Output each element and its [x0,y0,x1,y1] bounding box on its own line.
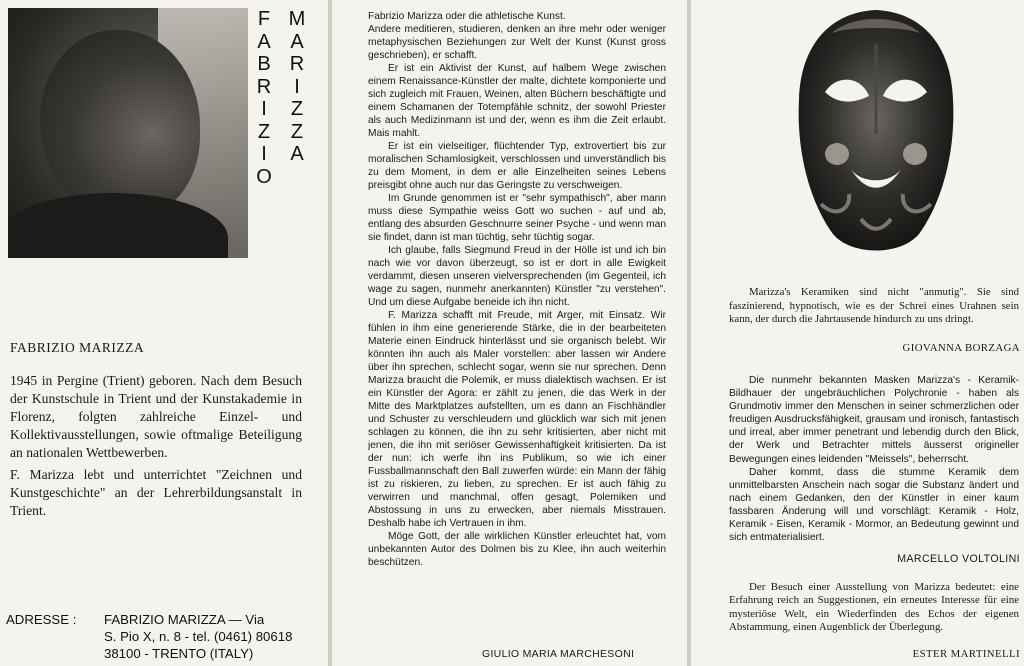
address-lines [104,611,328,662]
essay-paragraph: Fabrizio Marizza oder die athletische Kunst. [368,11,566,22]
quote-borzaga [729,286,1019,327]
letter: B [257,53,271,75]
vertical-first-name [254,8,274,188]
quote-text: Die nunmehr bekannten Masken Marizza's - Keramik-Bildhauer der ungebräuchlichen Polychronie - haben als Grundmotiv immer den Menschen in seiner schmerzlichen oder freudigen Ausdrucksfähigkeit, grausam und ironisch, fantastisch und irreal, aber immer penetrant und lebendig durch den Blick, der Werk und Betrachter mittels äusserst origineller Bewegungen eines leidenden "Meissels", beherrscht. [729,375,1019,465]
essay-paragraph: F. Marizza schafft mit Freude, mit Arger, mit Einsatz. Wir fühlen in ihm eine generierende Stärke, die in der bearbeiteten Materie einen Eindruck hinterlässt und sie organisch belebt. Wir könnten ihn auch als Maler vorstellen: aber lassen wir Andere über ihn sprechen, schlecht sogar, wenn sie nur sprechen. Denn Marizza braucht die Polemik, er muss dialektisch wachsen. Er ist ein Künstler der Agora: er zählt zu jenen, die das Werk in der Mitte des Marktplatzes aufstellten, um es dann an Fischhändler und Schuster zu verschleudern und glücklich war sich mit jenen schlagen zu können, die ihn zu sehr kritisierten, aber nicht mit jenen, die ihn mit seriöser Gewissenhaftigkeit kritisierten. Da ist der nun: ich werfe ihn ins Publikum, so wie ich einer Fussballmannschaft den Ball zuwerfen würde: ein Mann der fähig ist zu riskieren, zu lieben, zu sprechen. Er ist auch fähig zu verwirren und manchmal, offen gesagt, Polemiken und Abstossung in uns zu erwecken, aber niemals Misstrauen. Deshalb habe ich Vertrauen in ihm. [368,310,666,529]
signature-martinelli: ESTER MARTINELLI [912,648,1020,660]
quote-text: Daher kommt, dass die stumme Keramik dem unmittelbarsten Anschein nach sogar die Substanz ändert und nach einem Gedanken, den der Künstler in einer kaum fassbaren Änderung will und vorschlägt: Keramik - Holz, Keramik - Eisen, Keramik - Mormor, an Bedeutung gewinnt und sich entmaterialisiert. [729,466,1019,544]
ceramic-mask-photo [791,4,961,264]
address-line: S. Pio X, n. 8 - tel. (0461) 80618 [104,629,293,644]
quote-text: Der Besuch einer Ausstellung von Marizza bedeutet: eine Erfahrung reich an Suggestionen, ein erneutes Interesse für eine mysteriöse Welt, ein Wiederfinden des Echos der eigenen Abstammung, einen Augenblick der Überlegung. [729,581,1019,634]
quote-voltolini [729,374,1019,544]
letter: Z [257,120,271,143]
bio-heading: FABRIZIO MARIZZA [10,340,145,355]
address-label: ADRESSE : [6,612,77,627]
letter: I [261,98,267,120]
letter: A [257,30,271,53]
essay-paragraph: Er ist ein Aktivist der Kunst, auf halbem Wege zwischen einem Renaissance-Künstler der malte, dichtete komponierte und sich zugleich mit Frauen, Weinen, alten Büchern beschäftigte und einem Schamanen der Totempfähle schnitz, der sowohl Priester als auch Medizinmann ist und der, wenn es ihm die Zeit erlaubt. Mais mahlt. [368,63,666,139]
essay-paragraph: Er ist ein vielseitiger, flüchtender Typ, extrovertiert bis zur moralischen Schamlosigkeit, verschlossen und unverständlich bis zu dem Moment, in dem er alle Einzelheiten seines Lebens preisgibt ohne auch nur das Geringste zu verschweigen. [368,141,666,191]
letter: I [261,143,267,165]
essay-text [368,10,666,569]
letter: F [257,8,271,30]
essay-signature: GIULIO MARIA MARCHESONI [482,648,635,660]
letter: I [294,75,300,98]
left-panel [0,0,328,666]
essay-paragraph: Ich glaube, falls Siegmund Freud in der Hölle ist und ich bin nach wie vor davon überzeugt, so ist er dort in alle Ewigkeit verdammt, diesen unseren vielversprechenden (im Gegenteil, ich wage zu sagen, nunmehr anerkannten) Künstler "zu verstehen". Und um diese Aufgabe beneide ich ihn nicht. [368,245,666,308]
letter: O [256,165,272,188]
essay-paragraph: Andere meditieren, studieren, denken an ihre mehr oder weniger metaphysischen Beziehungen zur Welt der Kunst (Kunst gross geschrieben), er schafft. [368,24,666,61]
letter: R [289,53,305,75]
quote-text: Marizza's Keramiken sind nicht "anmutig". Sie sind faszinierend, hypnotisch, wie es der Schrei eines Urahnen sein kann, der durch die Jahrtausende hindurch zu uns dringt. [729,286,1019,326]
letter: Z [290,120,304,143]
letter: A [290,30,304,53]
quote-martinelli [729,581,1019,635]
essay-paragraph: Im Grunde genommen ist er "sehr sympathisch", aber mann muss diese Sympathie weiss Gott wo suchen - auf und ab, entlang des absurden Geschnurre seiner Psyche - und wenn man sie findet, dann ist man tüchtig, sehr tüchtig sogar. [368,193,666,243]
bio-paragraph-1: 1945 in Pergine (Trient) geboren. Nach dem Besuch der Kunstschule in Trient und der Kunstakademie in Florenz, folgten zahlreiche Einzel- und Kollektivausstellungen, sowie oftmalige Beteiligung an nationalen Wettbewerben. [10,373,302,460]
vertical-last-name [287,8,307,166]
letter: Z [290,98,304,120]
middle-panel [332,0,687,666]
signature-voltolini: MARCELLO VOLTOLINI [897,553,1020,565]
address-line: FABRIZIO MARIZZA — Via [104,612,265,627]
letter: M [288,8,306,30]
letter: R [256,75,272,98]
essay-paragraph: Möge Gott, der alle wirklichen Künstler erleuchtet hat, vom unbekannten Autor des Dolmen bis zu Klee, ihn auch weiterhin beschützen. [368,531,666,568]
bio-paragraph-2: F. Marizza lebt und unterrichtet "Zeichnen und Kunstgeschichte" an der Lehrerbildungsanstalt in Trient. [10,467,302,518]
address-line: 38100 - TRENTO (ITALY) [104,646,254,661]
artist-portrait-photo [8,8,248,258]
portrait-head [40,30,200,220]
letter: A [290,143,304,165]
right-panel [691,0,1024,666]
signature-borzaga: GIOVANNA BORZAGA [902,342,1020,354]
